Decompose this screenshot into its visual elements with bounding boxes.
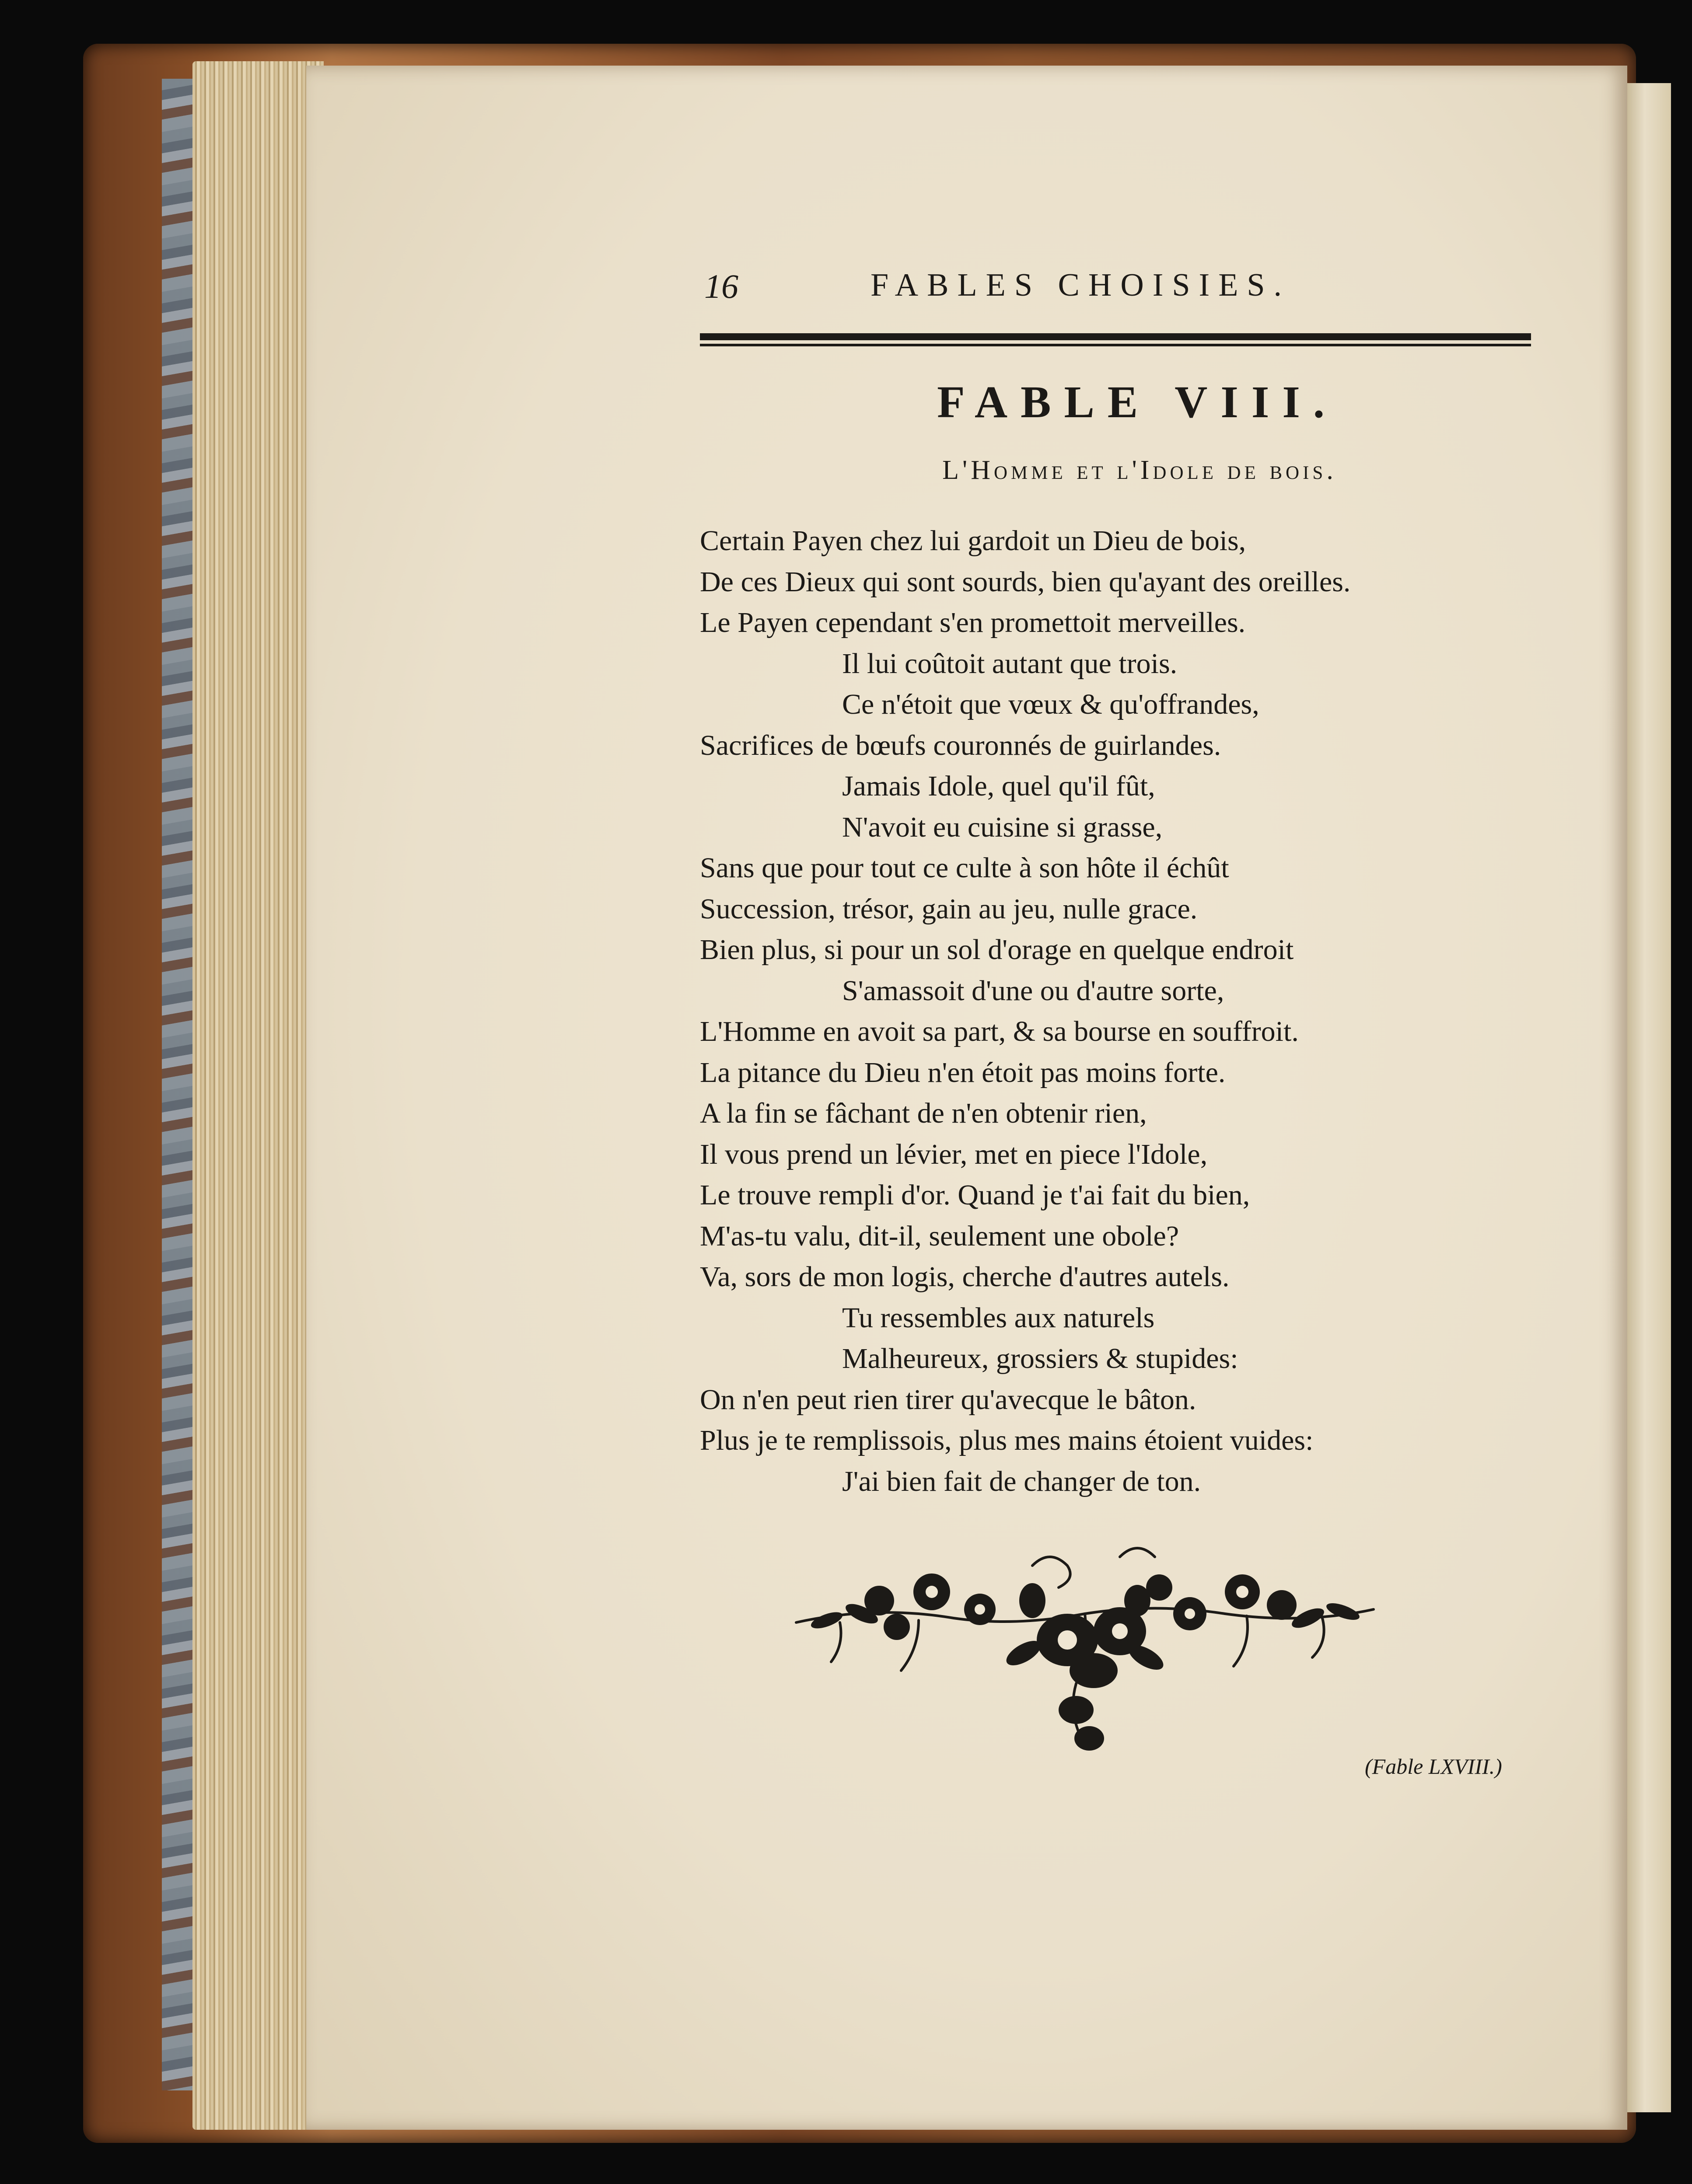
running-title: FABLES CHOISIES. bbox=[870, 267, 1291, 303]
poem-line: Plus je te remplissois, plus mes mains étoient vuides: bbox=[700, 1424, 1314, 1456]
header-rule-thick bbox=[700, 333, 1531, 340]
facing-page-edge bbox=[1627, 83, 1671, 2112]
poem-line: L'Homme en avoit sa part, & sa bourse en souffroit. bbox=[700, 1015, 1299, 1047]
poem-line: J'ai bien fait de changer de ton. bbox=[842, 1465, 1201, 1497]
poem-verse bbox=[700, 520, 1531, 1502]
poem-line: On n'en peut rien tirer qu'avecque le bâton. bbox=[700, 1383, 1196, 1416]
poem-line: Jamais Idole, quel qu'il fût, bbox=[842, 770, 1155, 802]
page-edges bbox=[192, 61, 324, 2130]
poem-line: Sacrifices de bœufs couronnés de guirlandes. bbox=[700, 729, 1221, 761]
poem-line: Bien plus, si pour un sol d'orage en quelque endroit bbox=[700, 934, 1294, 966]
poem-line: M'as-tu valu, dit-il, seulement une obole? bbox=[700, 1220, 1179, 1252]
running-head bbox=[700, 267, 1531, 315]
poem-line: De ces Dieux qui sont sourds, bien qu'ayant des oreilles. bbox=[700, 565, 1351, 598]
poem-line: S'amassoit d'une ou d'autre sorte, bbox=[842, 974, 1224, 1007]
poem-line: Ce n'étoit que vœux & qu'offrandes, bbox=[842, 688, 1259, 720]
poem-line: Succession, trésor, gain au jeu, nulle grace. bbox=[700, 893, 1198, 925]
poem-line: Sans que pour tout ce culte à son hôte il échût bbox=[700, 852, 1229, 884]
poem-line: Il vous prend un lévier, met en piece l'Idole, bbox=[700, 1138, 1208, 1170]
poem-line: A la fin se fâchant de n'en obtenir rien, bbox=[700, 1097, 1147, 1129]
poem-line: Le Payen cependant s'en promettoit merveilles. bbox=[700, 607, 1246, 638]
poem-line: Le trouve rempli d'or. Quand je t'ai fait du bien, bbox=[700, 1179, 1250, 1211]
poem-line: N'avoit eu cuisine si grasse, bbox=[842, 811, 1163, 843]
poem-line: Malheureux, grossiers & stupides: bbox=[842, 1343, 1238, 1375]
catchword: (Fable LXVIII.) bbox=[1365, 1754, 1502, 1779]
fable-subtitle: L'Homme et l'Idole de bois. bbox=[942, 455, 1337, 485]
poem-line: Il lui coûtoit autant que trois. bbox=[842, 647, 1178, 680]
header-rule-thin bbox=[700, 344, 1531, 346]
floral-vignette-icon bbox=[787, 1539, 1382, 1758]
fable-title: FABLE VIII. bbox=[937, 377, 1338, 427]
poem-line: Certain Payen chez lui gardoit un Dieu de bois, bbox=[700, 525, 1246, 557]
page-number: 16 bbox=[704, 267, 738, 305]
poem-line: La pitance du Dieu n'en étoit pas moins forte. bbox=[700, 1056, 1226, 1089]
poem-line: Va, sors de mon logis, cherche d'autres autels. bbox=[700, 1261, 1230, 1293]
poem-line: Tu ressembles aux naturels bbox=[842, 1301, 1155, 1334]
header-rule bbox=[700, 333, 1531, 348]
